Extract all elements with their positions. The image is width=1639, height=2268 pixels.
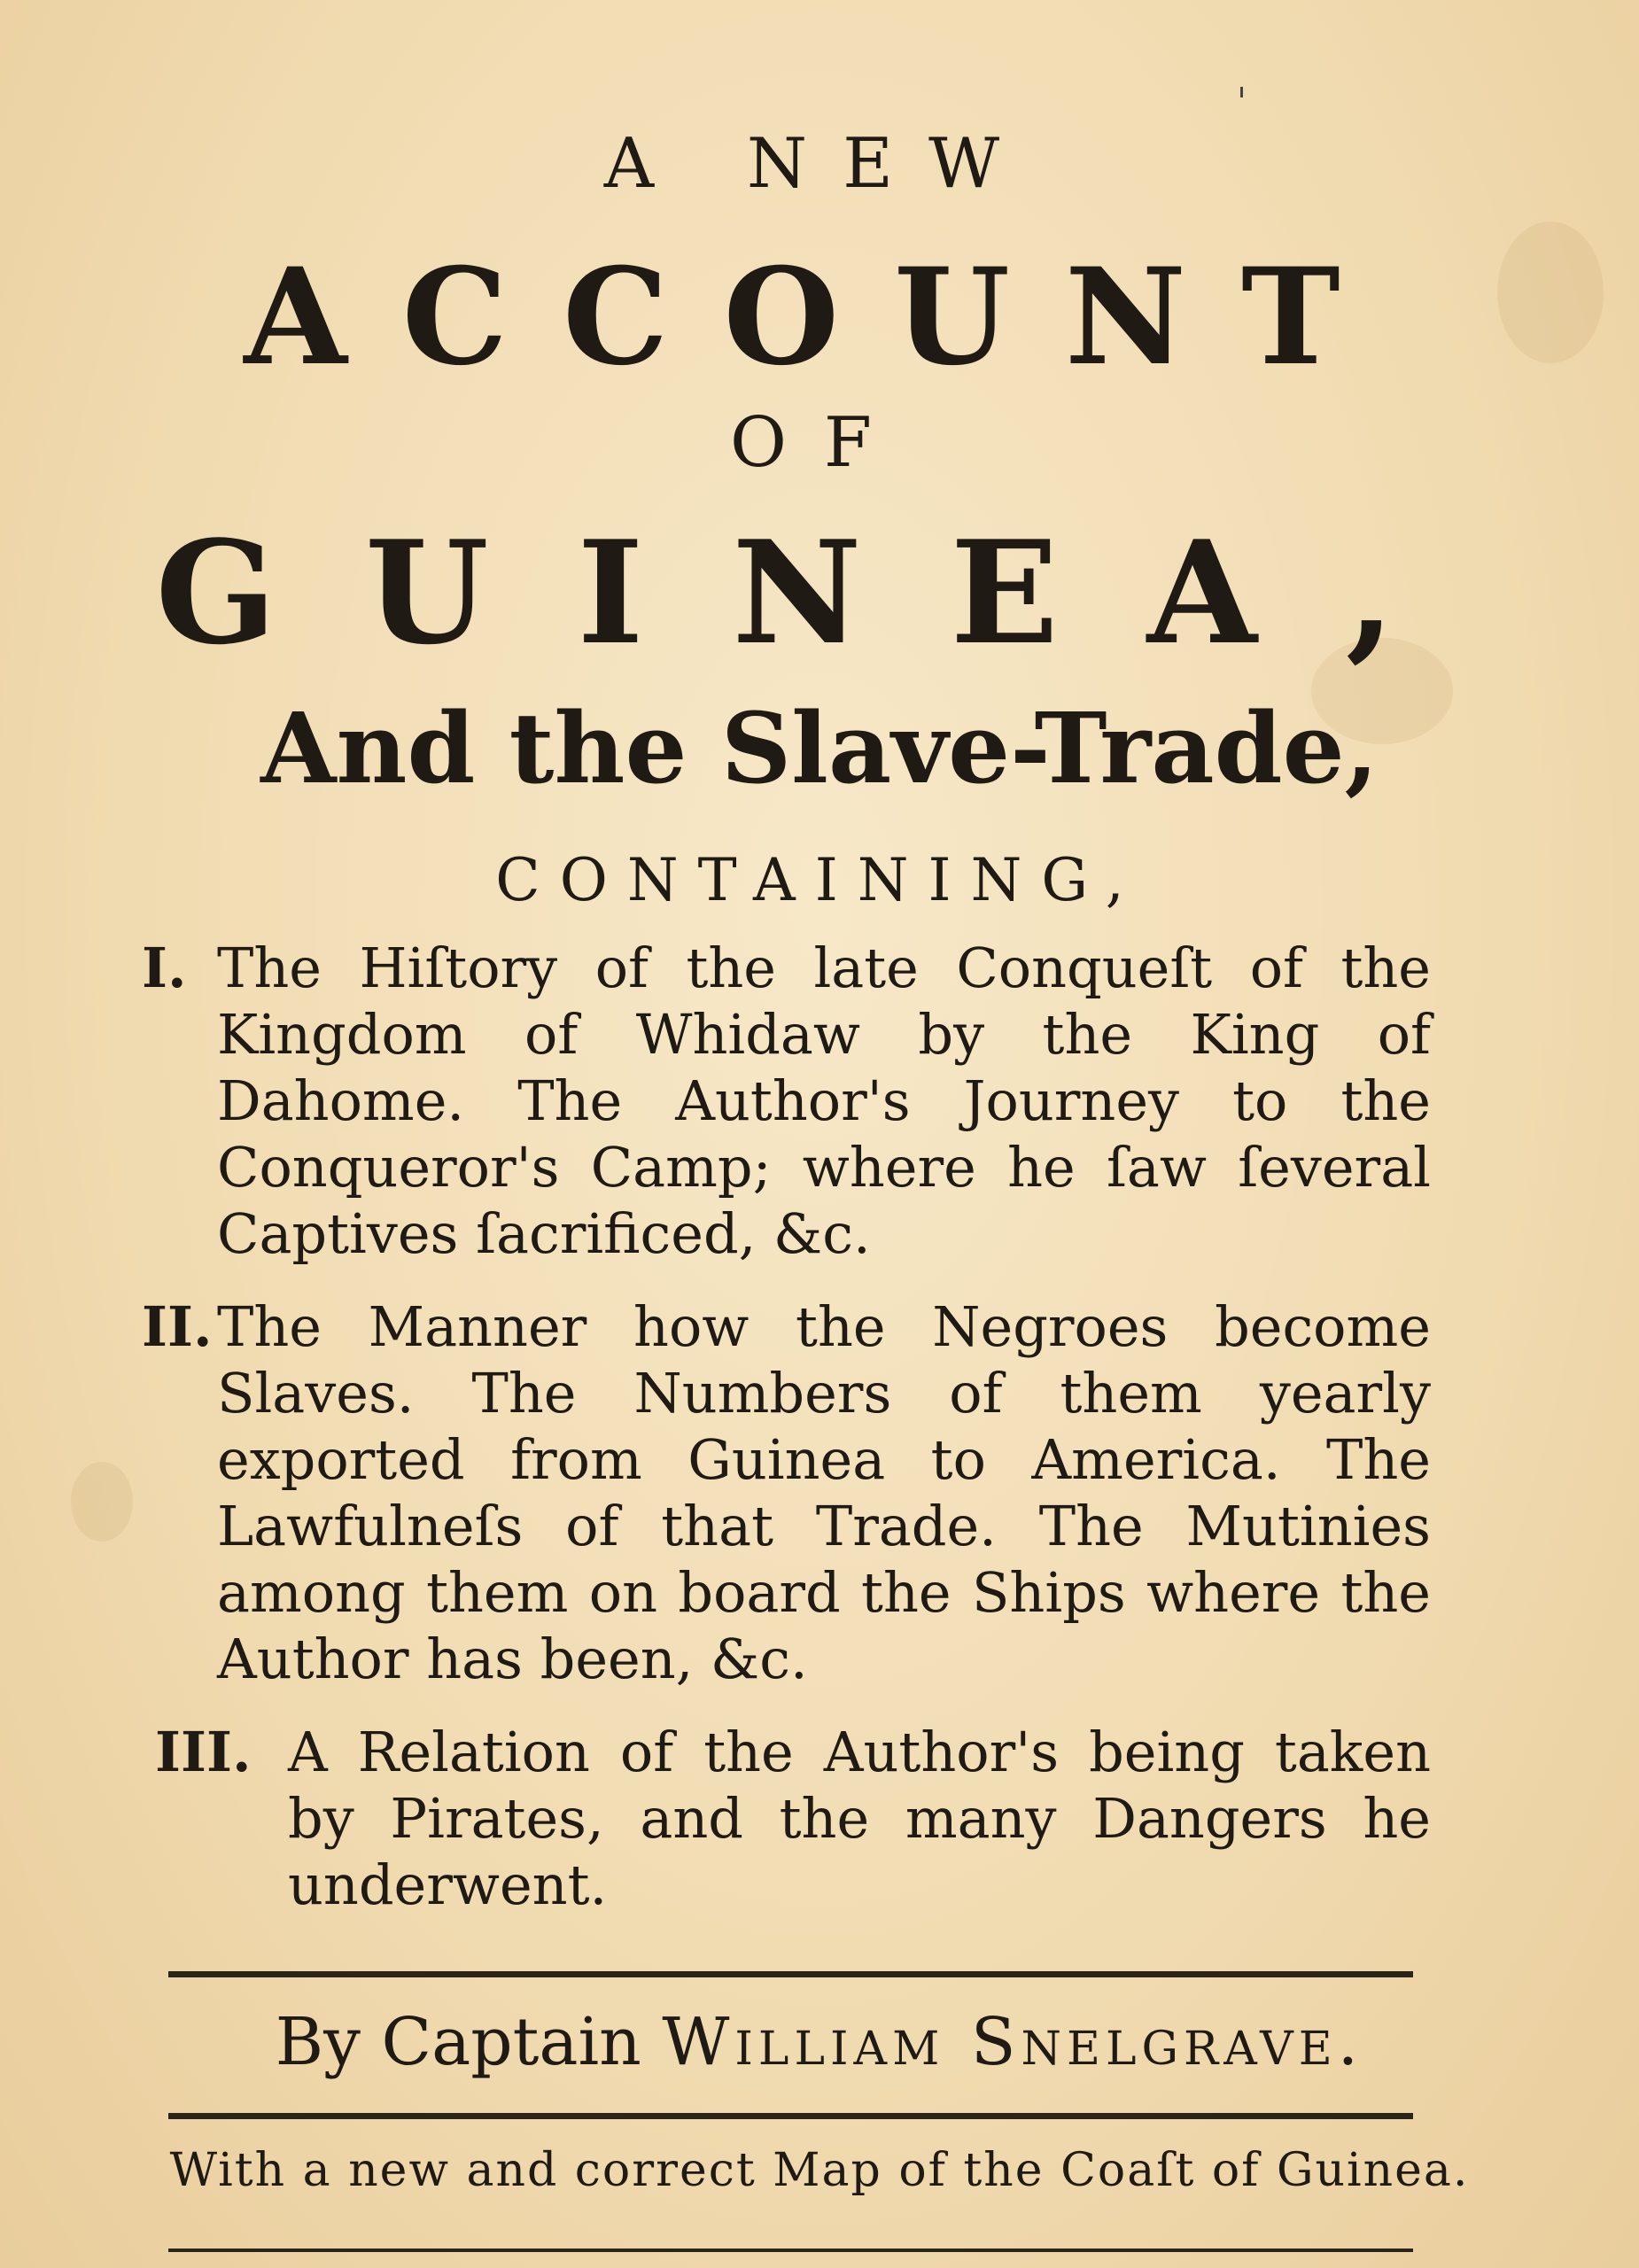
divider-rule	[168, 1971, 1413, 1977]
author-line	[0, 2004, 1639, 2080]
title-line-a-new: A NEW	[603, 124, 1036, 204]
section-number: III.	[155, 1720, 252, 1784]
author-name: William Snelgrave.	[662, 2004, 1364, 2080]
map-note: With a new and correct Map of the Coaſt of Guinea.	[169, 2144, 1470, 2197]
section-2	[142, 1293, 1431, 1692]
section-text: The Hiſtory of the late Conqueſt of the Kingdom of Whidaw by the King of Dahome. The Author's Journey to the Conqueror's Camp; where he ſaw ſeveral Captives ſacrificed, &c.	[217, 936, 1431, 1266]
section-1	[142, 935, 1431, 1267]
divider-rule	[168, 2113, 1413, 2119]
section-text: A Relation of the Author's being taken by Pirates, and the many Dangers he underwent.	[288, 1720, 1431, 1917]
containing-heading: CONTAINING,	[495, 846, 1144, 914]
section-3	[155, 1719, 1431, 1918]
author-prefix: By Captain	[275, 2004, 641, 2080]
title-line-of: OF	[729, 403, 910, 483]
paper-stain	[71, 1462, 133, 1542]
divider-rule	[168, 2249, 1413, 2252]
title-line-guinea: GUINEA,	[155, 509, 1484, 676]
section-text: The Manner how the Negroes become Slaves. The Numbers of them yearly exported from Guinea to America. The Lawfulneſs of that Trade. The Mutinies among them on board the Ships where the Author has been, &c.	[217, 1294, 1431, 1691]
page-mark	[1240, 87, 1243, 97]
section-number: II.	[142, 1294, 213, 1359]
subtitle-slave-trade: And the Slave-Trade,	[260, 691, 1379, 805]
section-number: I.	[142, 936, 187, 1000]
title-line-account: ACCOUNT	[244, 239, 1395, 395]
